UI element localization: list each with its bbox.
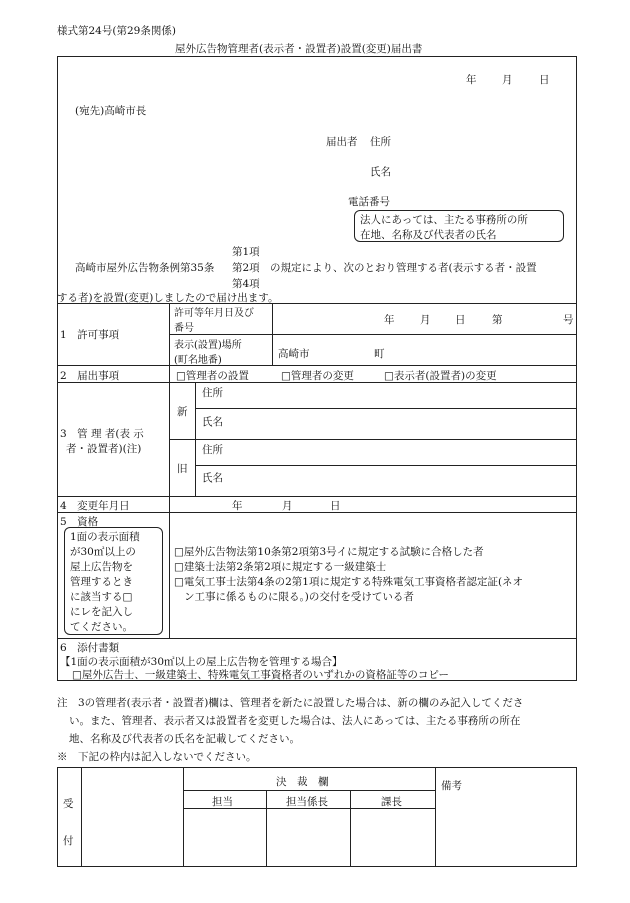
- sec1-row1-month: 月: [420, 314, 431, 326]
- sec4-label: 4 変更年月日: [60, 500, 130, 512]
- sec2-opt-set[interactable]: □管理者の設置: [176, 370, 249, 382]
- sec5-opt-architect[interactable]: □建築士法第2条第2項に規定する一級建築士: [174, 561, 387, 573]
- sec5-note-2: 屋上広告物を: [70, 561, 133, 573]
- sec5-label: 5 資格: [60, 516, 99, 528]
- remarks-label: 備考: [441, 780, 462, 792]
- statement-item1: 第1項: [232, 246, 260, 258]
- sec3-old-address-label: 住所: [202, 444, 223, 456]
- statement-line2: する者)を設置(変更)しましたので届け出ます。: [57, 292, 279, 304]
- decision-col-chief: 担当係長: [286, 796, 328, 808]
- date-year-label: 年: [466, 74, 477, 86]
- sec1-label: 1 許可事項: [60, 329, 120, 341]
- sec3-new-name-label: 氏名: [202, 416, 223, 428]
- note-line1: 注 3の管理者(表示者・設置者)欄は、管理者を新たに設置した場合は、新の欄のみ記入してくださ: [57, 697, 524, 709]
- sec5-opt-electric-a[interactable]: □電気工事士法第4条の2第1項に規定する特殊電気工事資格者認定証(ネオ: [174, 576, 524, 588]
- sec5-note-1: が30㎡以上の: [70, 546, 136, 558]
- applicant-label: 届出者: [326, 136, 358, 148]
- note-line2: い。また、管理者、表示者又は設置者を変更した場合は、法人にあっては、主たる事務所の所在: [69, 715, 521, 727]
- sec2-opt-change[interactable]: □管理者の変更: [281, 370, 354, 382]
- decision-header: 決 裁 欄: [276, 776, 329, 788]
- sec6-cond: 【1面の表示面積が30㎡以上の屋上広告物を管理する場合】: [60, 656, 343, 668]
- sec2-opt-displayer[interactable]: □表示者(設置者)の変更: [384, 370, 497, 382]
- sec1-row1-label-a: 許可等年月日及び: [174, 308, 254, 319]
- sec3-label-a: 3 管 理 者(表 示: [60, 428, 144, 440]
- reception-label-b: 付: [63, 835, 74, 847]
- applicant-address-label: 住所: [370, 136, 391, 148]
- reception-label-a: 受: [63, 798, 74, 810]
- applicant-phone-label: 電話番号: [348, 196, 390, 208]
- decision-col-manager: 課長: [381, 796, 402, 808]
- sec4-year: 年: [232, 500, 243, 512]
- sec1-row1-day: 日: [455, 314, 466, 326]
- sec3-new-address-label: 住所: [202, 387, 223, 399]
- sec2-label: 2 届出事項: [60, 370, 120, 382]
- statement-prefix: 高崎市屋外広告物条例第35条: [75, 262, 215, 274]
- note-line3: 地、名称及び代表者の氏名を記載してください。: [69, 733, 300, 745]
- form-title: 屋外広告物管理者(表示者・設置者)設置(変更)届出書: [175, 43, 423, 55]
- applicant-note-line2: 在地、名称及び代表者の氏名: [360, 229, 497, 241]
- addressee: (宛先)高崎市長: [75, 105, 147, 117]
- statement-item2: 第2項: [232, 262, 260, 274]
- form-number: 様式第24号(第29条関係): [57, 25, 176, 37]
- sec5-note-0: 1面の表示面積: [70, 531, 140, 543]
- sec1-row1-year: 年: [384, 314, 395, 326]
- sec1-row2-label-a: 表示(設置)場所: [174, 340, 242, 351]
- sec1-row2-city: 高崎市: [278, 348, 310, 360]
- sec5-note-6: てください。: [70, 621, 133, 633]
- sec4-day: 日: [330, 500, 341, 512]
- sec5-opt-exam[interactable]: □屋外広告物法第10条第2項第3号イに規定する試験に合格した者: [174, 546, 484, 558]
- date-day-label: 日: [539, 74, 550, 86]
- sec1-row1-label-b: 番号: [174, 323, 194, 334]
- statement-item4: 第4項: [232, 278, 260, 290]
- sec5-note-5: にレを記入し: [70, 606, 133, 618]
- sec5-opt-electric-b: ン工事に係るものに限る。)の交付を受けている者: [184, 591, 414, 603]
- note-line4: ※ 下記の枠内は記入しないでください。: [57, 751, 257, 763]
- sec6-label: 6 添付書類: [60, 642, 120, 654]
- statement-suffix: の規定により、次のとおり管理する者(表示する者・設置: [270, 262, 537, 274]
- date-month-label: 月: [502, 74, 513, 86]
- sec4-month: 月: [282, 500, 293, 512]
- sec1-row1-go: 号: [563, 314, 574, 326]
- decision-col-staff: 担当: [212, 796, 233, 808]
- sec5-note-4: に該当する□: [70, 591, 133, 603]
- sec3-old-name-label: 氏名: [202, 472, 223, 484]
- sec3-old-label: 旧: [177, 463, 188, 475]
- sec1-row2-label-b: (町名地番): [174, 355, 222, 366]
- sec1-row2-town: 町: [374, 348, 385, 360]
- sec6-docs[interactable]: □屋外広告士、一級建築士、特殊電気工事資格者のいずれかの資格証等のコピー: [72, 669, 449, 681]
- sec1-row1-dai: 第: [492, 314, 503, 326]
- sec3-new-label: 新: [177, 406, 188, 418]
- applicant-name-label: 氏名: [370, 166, 391, 178]
- sec3-label-b: 者・設置者)(注): [66, 443, 142, 455]
- applicant-note-line1: 法人にあっては、主たる事務所の所: [360, 214, 528, 226]
- sec5-note-3: 管理するとき: [70, 576, 133, 588]
